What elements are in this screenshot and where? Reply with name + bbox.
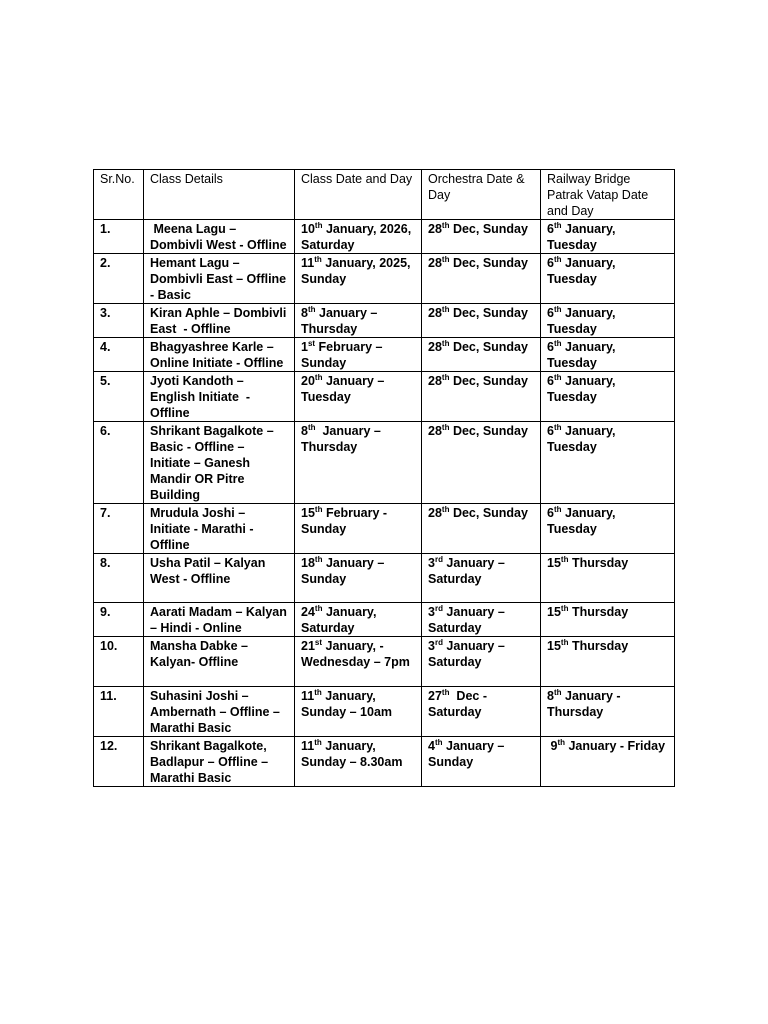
railway-date-cell [541,422,675,504]
railway-date-cell [541,220,675,254]
class-details-cell: Shrikant Bagalkote – Basic - Offline – Initiate – Ganesh Mandir OR Pitre Building [144,422,295,504]
class-date-cell-text: January – Thursday [301,424,385,454]
table-row [94,254,675,304]
sr-no-cell: 9. [94,603,144,637]
railway-date-cell-text: January - Friday [565,739,666,753]
class-date-cell-text: January, 2026, Saturday [301,222,415,252]
class-details-cell: Bhagyashree Karle – Online Initiate - Offline [144,338,295,372]
class-date-cell [295,254,422,304]
class-date-cell [295,338,422,372]
orchestra-date-cell [422,603,541,637]
railway-date-cell-text: th [560,603,569,613]
orchestra-date-cell-text: Dec, Sunday [449,306,528,320]
railway-date-cell-text: January, Tuesday [547,424,619,454]
railway-date-cell-text: Thursday [568,556,629,570]
header-railway-date: Railway Bridge Patrak Vatap Date and Day [541,170,675,220]
railway-date-cell-text: th [553,372,562,382]
orchestra-date-cell-text: th [441,304,450,314]
class-date-cell-text: th [314,737,322,747]
sr-no-cell: 3. [94,304,144,338]
class-date-cell-text: January – Tuesday [301,374,388,404]
orchestra-date-cell-text: January – Saturday [428,605,509,635]
class-date-cell-text: th [314,554,323,564]
class-date-cell-text: 10 [301,222,315,236]
railway-date-cell-text: th [553,422,562,432]
class-date-cell-text: 24 [301,605,315,619]
header-class-date: Class Date and Day [295,170,422,220]
header-sr-no: Sr.No. [94,170,144,220]
orchestra-date-cell-text: rd [434,637,443,647]
class-date-cell-text: st [314,637,323,647]
railway-date-cell-text: 15 [547,556,561,570]
table-row [94,220,675,254]
class-date-cell [295,737,422,787]
class-date-cell-text: January, Sunday – 10am [301,689,393,719]
railway-date-cell-text: Thursday [568,605,629,619]
orchestra-date-cell-text: Dec - Saturday [428,689,491,719]
class-date-cell-text: February - Sunday [301,506,391,536]
railway-date-cell-text: 6 [547,424,554,438]
orchestra-date-cell-text: th [441,687,450,697]
orchestra-date-cell-text: th [441,504,450,514]
table-header-row [94,170,675,220]
railway-date-cell [541,737,675,787]
railway-date-cell-text: th [560,554,569,564]
railway-date-cell [541,603,675,637]
orchestra-date-cell [422,554,541,603]
sr-no-cell: 4. [94,338,144,372]
railway-date-cell-text: 9 [547,739,558,753]
sr-no-cell: 12. [94,737,144,787]
railway-date-cell-text: 15 [547,605,561,619]
orchestra-date-cell-text: 28 [428,256,442,270]
orchestra-date-cell-text: th [441,422,450,432]
railway-date-cell-text: January, Tuesday [547,306,619,336]
railway-date-cell [541,554,675,603]
railway-date-cell [541,304,675,338]
orchestra-date-cell [422,687,541,737]
class-date-cell [295,687,422,737]
class-date-cell-text: th [307,304,316,314]
class-date-cell-text: st [307,338,316,348]
class-date-cell-text: February – Sunday [301,340,386,370]
orchestra-date-cell-text: th [441,220,450,230]
railway-date-cell-text: 6 [547,256,554,270]
table-row [94,372,675,422]
class-date-cell-text: th [314,220,323,230]
class-details-cell: Jyoti Kandoth – English Initiate - Offline [144,372,295,422]
class-date-cell-text: January – Sunday [301,556,388,586]
orchestra-date-cell-text: 3 [428,556,435,570]
orchestra-date-cell-text: Dec, Sunday [449,374,528,388]
table-row [94,637,675,687]
class-date-cell [295,372,422,422]
class-date-cell-text: th [314,372,323,382]
orchestra-date-cell-text: January – Saturday [428,639,509,669]
railway-date-cell-text: th [553,254,562,264]
table-row [94,504,675,554]
orchestra-date-cell [422,422,541,504]
class-date-cell-text: January, Saturday [301,605,380,635]
sr-no-cell: 8. [94,554,144,603]
class-date-cell-text: 18 [301,556,315,570]
class-details-cell: Hemant Lagu – Dombivli East – Offline - Basic [144,254,295,304]
railway-date-cell-text: 6 [547,340,554,354]
railway-date-cell [541,254,675,304]
orchestra-date-cell-text: th [434,737,443,747]
class-date-cell-text: 11 [301,739,315,753]
railway-date-cell-text: January, Tuesday [547,374,619,404]
orchestra-date-cell [422,254,541,304]
class-details-cell: Suhasini Joshi – Ambernath – Offline – Marathi Basic [144,687,295,737]
railway-date-cell-text: 6 [547,374,554,388]
class-date-cell-text: th [314,603,323,613]
class-date-cell-text: th [314,504,323,514]
class-date-cell-text: 11 [301,256,315,270]
sr-no-cell: 10. [94,637,144,687]
class-date-cell-text: th [314,687,322,697]
railway-date-cell-text: January, Tuesday [547,340,619,370]
railway-date-cell-text: 6 [547,306,554,320]
class-date-cell [295,422,422,504]
railway-date-cell-text: January, Tuesday [547,256,619,286]
orchestra-date-cell [422,304,541,338]
class-date-cell-text: th [314,254,322,264]
orchestra-date-cell-text: th [441,372,450,382]
orchestra-date-cell [422,372,541,422]
railway-date-cell [541,687,675,737]
railway-date-cell-text: th [553,304,562,314]
orchestra-date-cell-text: January – Sunday [428,739,508,769]
railway-date-cell-text: 8 [547,689,554,703]
table-row [94,603,675,637]
railway-date-cell-text: January - Thursday [547,689,625,719]
class-details-cell: Mansha Dabke – Kalyan- Offline [144,637,295,687]
railway-date-cell [541,372,675,422]
orchestra-date-cell-text: 27 [428,689,442,703]
orchestra-date-cell-text: 28 [428,306,442,320]
orchestra-date-cell-text: 4 [428,739,435,753]
orchestra-date-cell-text: 3 [428,605,435,619]
railway-date-cell-text: January, Tuesday [547,222,619,252]
class-date-cell-text: 8 [301,424,308,438]
class-date-cell [295,554,422,603]
railway-date-cell-text: th [557,737,565,747]
table-row [94,554,675,603]
orchestra-date-cell-text: 28 [428,222,442,236]
railway-date-cell-text: th [553,220,562,230]
railway-date-cell-text: th [553,338,562,348]
table-row [94,304,675,338]
class-details-cell: Kiran Aphle – Dombivli East - Offline [144,304,295,338]
orchestra-date-cell-text: Dec, Sunday [449,340,528,354]
table-row [94,422,675,504]
orchestra-date-cell-text: th [441,338,450,348]
railway-date-cell [541,504,675,554]
railway-date-cell [541,637,675,687]
orchestra-date-cell-text: rd [434,603,443,613]
table-row [94,338,675,372]
class-date-cell-text: 8 [301,306,308,320]
railway-date-cell-text: th [553,687,562,697]
class-date-cell [295,603,422,637]
sr-no-cell: 11. [94,687,144,737]
orchestra-date-cell [422,220,541,254]
class-date-cell-text: 15 [301,506,315,520]
sr-no-cell: 1. [94,220,144,254]
orchestra-date-cell-text: 28 [428,424,442,438]
railway-date-cell-text: th [560,637,569,647]
railway-date-cell-text: 15 [547,639,561,653]
railway-date-cell-text: 6 [547,222,554,236]
orchestra-date-cell-text: January – Saturday [428,556,509,586]
railway-date-cell-text: 6 [547,506,554,520]
table-row [94,737,675,787]
orchestra-date-cell-text: Dec, Sunday [449,256,528,270]
orchestra-date-cell-text: Dec, Sunday [449,424,528,438]
class-date-cell-text: January, Sunday – 8.30am [301,739,403,769]
class-date-cell-text: th [307,422,316,432]
railway-date-cell [541,338,675,372]
class-date-cell-text: January, 2025, Sunday [301,256,414,286]
class-date-cell [295,220,422,254]
class-date-cell-text: January, - Wednesday – 7pm [301,639,410,669]
class-date-cell [295,637,422,687]
orchestra-date-cell [422,504,541,554]
table-row [94,687,675,737]
orchestra-date-cell-text: Dec, Sunday [449,506,528,520]
railway-date-cell-text: Thursday [568,639,629,653]
sr-no-cell: 2. [94,254,144,304]
railway-date-cell-text: January, Tuesday [547,506,619,536]
orchestra-date-cell [422,737,541,787]
class-details-cell: Mrudula Joshi – Initiate - Marathi - Offline [144,504,295,554]
railway-date-cell-text: th [553,504,562,514]
orchestra-date-cell-text: rd [434,554,443,564]
orchestra-date-cell-text: 28 [428,506,442,520]
class-details-cell: Shrikant Bagalkote, Badlapur – Offline – Marathi Basic [144,737,295,787]
class-date-cell-text: 11 [301,689,315,703]
class-details-cell: Meena Lagu – Dombivli West - Offline [144,220,295,254]
orchestra-date-cell-text: 28 [428,374,442,388]
orchestra-date-cell-text: th [441,254,450,264]
sr-no-cell: 6. [94,422,144,504]
orchestra-date-cell [422,338,541,372]
sr-no-cell: 5. [94,372,144,422]
sr-no-cell: 7. [94,504,144,554]
header-orchestra-date: Orchestra Date & Day [422,170,541,220]
orchestra-date-cell-text: Dec, Sunday [449,222,528,236]
class-details-cell: Aarati Madam – Kalyan – Hindi - Online [144,603,295,637]
class-date-cell-text: 21 [301,639,315,653]
header-class-details: Class Details [144,170,295,220]
class-date-cell-text: 1 [301,340,308,354]
class-schedule-table [93,169,675,787]
class-date-cell [295,304,422,338]
orchestra-date-cell-text: 28 [428,340,442,354]
orchestra-date-cell-text: 3 [428,639,435,653]
class-details-cell: Usha Patil – Kalyan West - Offline [144,554,295,603]
orchestra-date-cell [422,637,541,687]
class-date-cell-text: January – Thursday [301,306,381,336]
class-date-cell-text: 20 [301,374,315,388]
class-date-cell [295,504,422,554]
